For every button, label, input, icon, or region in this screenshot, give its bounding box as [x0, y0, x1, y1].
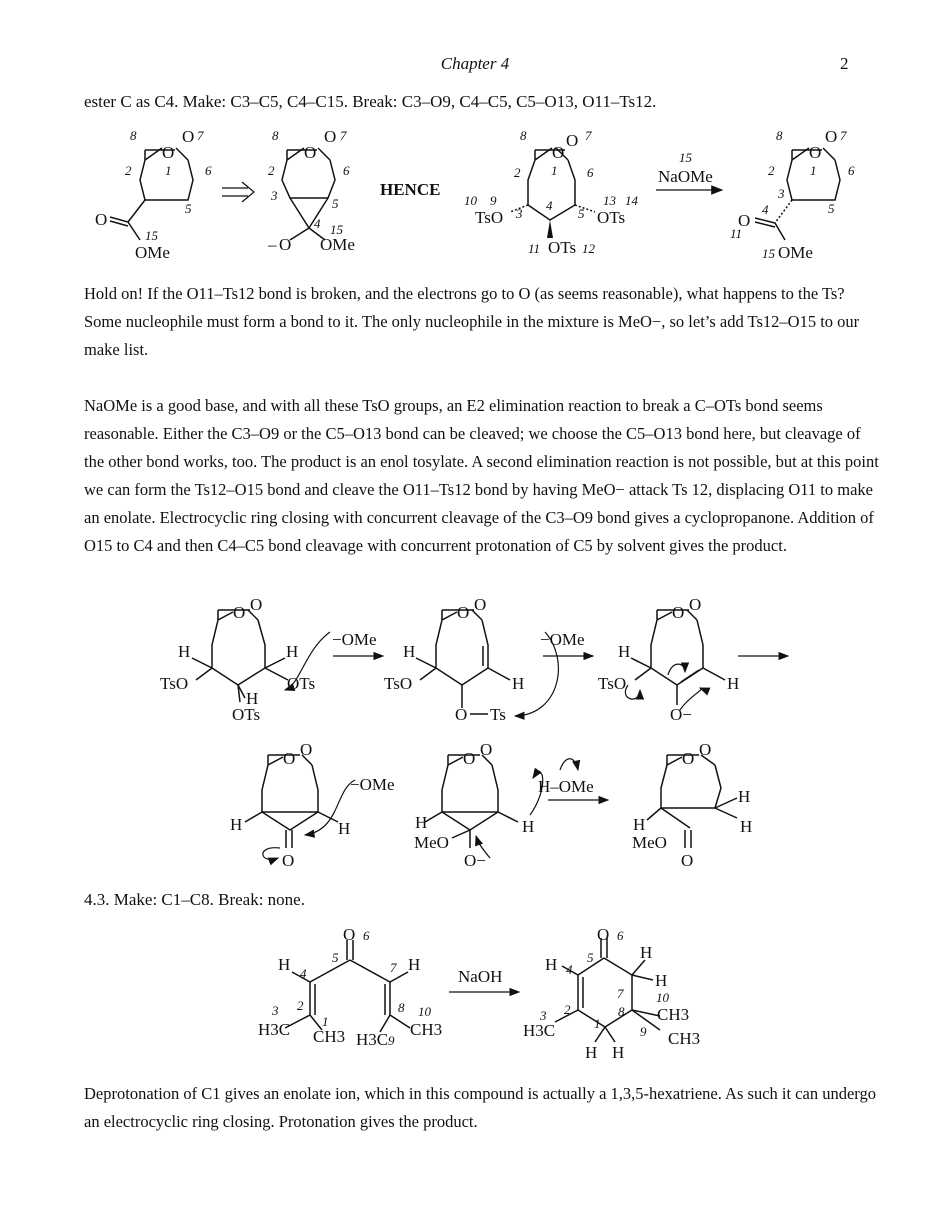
- svg-text:H: H: [230, 815, 243, 834]
- svg-text:Ts: Ts: [490, 705, 506, 724]
- o-bridge: O: [162, 143, 175, 162]
- ome-label: OMe: [135, 243, 170, 262]
- svg-text:O: O: [689, 595, 702, 614]
- svg-text:O: O: [343, 925, 356, 944]
- svg-text:O: O: [95, 210, 108, 229]
- svg-text:8: 8: [398, 1000, 405, 1015]
- svg-text:O: O: [566, 131, 579, 150]
- svg-text:5: 5: [578, 206, 585, 221]
- svg-text:8: 8: [618, 1004, 625, 1019]
- svg-text:7: 7: [840, 128, 847, 143]
- svg-text:O: O: [233, 603, 246, 622]
- svg-text:8: 8: [520, 128, 527, 143]
- svg-text:3: 3: [778, 186, 785, 201]
- svg-text:OTs: OTs: [232, 705, 261, 724]
- paragraph-deprotonation: Deprotonation of C1 gives an enolate ion, which in this compound is actually a 1,3,5-hexatriene. As such it can undergo an electrocyclic ring closing. Protonation gives the product.: [84, 1084, 876, 1131]
- o7-label: O: [182, 127, 195, 146]
- svg-text:6: 6: [205, 163, 212, 178]
- svg-text:5: 5: [828, 201, 835, 216]
- svg-text:H: H: [415, 813, 428, 832]
- svg-text:H: H: [178, 642, 191, 661]
- svg-text:13: 13: [603, 193, 616, 208]
- svg-text:2: 2: [768, 163, 775, 178]
- svg-text:H: H: [655, 971, 668, 990]
- svg-text:OTs: OTs: [597, 208, 626, 227]
- svg-text:5: 5: [332, 196, 339, 211]
- svg-text:10: 10: [656, 990, 669, 1005]
- svg-text:7: 7: [340, 128, 347, 143]
- svg-text:TsO: TsO: [160, 674, 189, 693]
- page-number: 2: [840, 54, 849, 73]
- hence-label: HENCE: [380, 180, 441, 199]
- svg-text:15: 15: [145, 228, 158, 243]
- svg-text:TsO: TsO: [475, 208, 504, 227]
- svg-text:11: 11: [528, 241, 541, 256]
- svg-text:O: O: [682, 749, 695, 768]
- svg-text:4: 4: [566, 962, 573, 977]
- svg-text:2: 2: [514, 165, 521, 180]
- svg-text:−OMe: −OMe: [540, 630, 585, 649]
- svg-text:OMe: OMe: [778, 243, 813, 262]
- svg-text:H: H: [278, 955, 291, 974]
- svg-text:7: 7: [585, 128, 592, 143]
- svg-text:4: 4: [546, 198, 553, 213]
- svg-text:1: 1: [551, 163, 558, 178]
- svg-text:4: 4: [314, 216, 321, 231]
- scheme-3: [0, 920, 950, 1060]
- svg-text:H: H: [522, 817, 535, 836]
- svg-text:11: 11: [730, 226, 743, 241]
- svg-text:H: H: [545, 955, 558, 974]
- mech-structure-f: [632, 740, 752, 870]
- svg-text:O: O: [455, 705, 468, 724]
- svg-text:3: 3: [272, 1003, 279, 1018]
- intro-line: ester C as C4. Make: C3–C5, C4–C15. Break: C3–O9, C4–C5, C5–O13, O11–Ts12.: [84, 92, 657, 111]
- structure-product: [730, 127, 855, 262]
- svg-text:1: 1: [322, 1014, 329, 1029]
- paragraph-mechanism: NaOMe is a good base, and with all these TsO groups, an E2 elimination reaction to break a C–OTs bond seems reasonable. Either the C3–O9 or the C5–O13 bond can be cleaved; we choose the C5–O13 bond here, but cleavage of the other bond works, too. The product is an enol tosylate. A second elimination reaction is not possible, but at this point we can form the Ts12–O15 bond and cleave the O11–Ts12 bond by having MeO− attack Ts 12, displacing O11 to make an enolate. Electrocyclic ring closing with concurrent cleavage of the C3–O9 bond gives a cyclopropanone. Addition of O15 to C4 and then C4–C5 bond cleavage with concurrent protonation of C5 by solvent gives the product.: [84, 396, 879, 555]
- svg-text:O: O: [304, 143, 317, 162]
- svg-text:14: 14: [625, 193, 638, 208]
- svg-text:6: 6: [848, 163, 855, 178]
- svg-text:8: 8: [776, 128, 783, 143]
- svg-text:H: H: [612, 1043, 625, 1062]
- svg-text:CH3: CH3: [410, 1020, 443, 1039]
- svg-text:2: 2: [564, 1002, 571, 1017]
- svg-text:5: 5: [587, 950, 594, 965]
- svg-text:O: O: [250, 595, 263, 614]
- svg-text:H: H: [740, 817, 753, 836]
- svg-text:6: 6: [587, 165, 594, 180]
- svg-text:15: 15: [679, 150, 692, 165]
- svg-text:O: O: [283, 749, 296, 768]
- svg-text:H: H: [246, 689, 259, 708]
- mech-structure-c: [598, 595, 739, 724]
- svg-text:H: H: [585, 1043, 598, 1062]
- svg-text:1: 1: [165, 163, 172, 178]
- svg-text:6: 6: [363, 928, 370, 943]
- svg-text:9: 9: [640, 1024, 647, 1039]
- svg-text:2: 2: [125, 163, 132, 178]
- scheme-1: [0, 120, 950, 280]
- svg-text:4: 4: [300, 966, 307, 981]
- svg-text:O: O: [300, 740, 313, 759]
- svg-text:3: 3: [516, 206, 523, 221]
- svg-text:MeO: MeO: [632, 833, 667, 852]
- svg-text:O: O: [681, 851, 694, 870]
- svg-text:3: 3: [540, 1008, 547, 1023]
- svg-text:H3C: H3C: [523, 1021, 556, 1040]
- svg-text:O: O: [672, 603, 685, 622]
- svg-text:O: O: [480, 740, 493, 759]
- svg-text:H: H: [286, 642, 299, 661]
- svg-text:5: 5: [185, 201, 192, 216]
- structure-starting-material: [464, 128, 639, 257]
- svg-text:H3C: H3C: [258, 1020, 291, 1039]
- svg-text:O: O: [738, 211, 751, 230]
- svg-text:6: 6: [617, 928, 624, 943]
- structure-dienone: [258, 925, 442, 1049]
- svg-text:10: 10: [418, 1004, 431, 1019]
- svg-text:O: O: [552, 143, 565, 162]
- svg-text:CH3: CH3: [668, 1029, 701, 1048]
- svg-text:O: O: [457, 603, 470, 622]
- svg-text:–: –: [268, 235, 277, 254]
- svg-text:O: O: [279, 235, 292, 254]
- svg-text:O: O: [597, 925, 610, 944]
- svg-text:10: 10: [464, 193, 477, 208]
- svg-text:O−: O−: [464, 851, 486, 870]
- svg-text:9: 9: [490, 193, 497, 208]
- mech-structure-e: [414, 740, 543, 870]
- svg-text:H3C: H3C: [356, 1030, 389, 1049]
- retro-arrow: [222, 182, 254, 202]
- svg-text:15: 15: [330, 222, 343, 237]
- svg-text:2: 2: [268, 163, 275, 178]
- svg-text:H: H: [512, 674, 525, 693]
- mech-structure-d: [230, 740, 395, 870]
- svg-text:O−: O−: [670, 705, 692, 724]
- svg-text:8: 8: [272, 128, 279, 143]
- svg-text:H: H: [640, 943, 653, 962]
- svg-text:OMe: OMe: [320, 235, 355, 254]
- svg-text:1: 1: [810, 163, 817, 178]
- mech-structure-a: [160, 595, 377, 724]
- svg-text:H: H: [408, 955, 421, 974]
- structure-target: [95, 127, 212, 262]
- svg-text:7: 7: [197, 128, 204, 143]
- reagent-naome: NaOMe: [658, 167, 713, 186]
- svg-text:15: 15: [762, 246, 775, 261]
- svg-text:O: O: [282, 851, 295, 870]
- structure-cyclopropane: [267, 127, 355, 254]
- h-ome-arrow: [538, 759, 608, 800]
- svg-text:O: O: [324, 127, 337, 146]
- svg-text:O: O: [809, 143, 822, 162]
- svg-text:H: H: [727, 674, 740, 693]
- mechanism-scheme: [0, 590, 950, 870]
- structure-cyclohexenone: [523, 925, 700, 1062]
- svg-text:4: 4: [762, 202, 769, 217]
- svg-text:H: H: [633, 815, 646, 834]
- svg-text:TsO: TsO: [384, 674, 413, 693]
- svg-text:CH3: CH3: [657, 1005, 690, 1024]
- svg-text:H: H: [403, 642, 416, 661]
- svg-text:9: 9: [388, 1033, 395, 1048]
- svg-text:O: O: [474, 595, 487, 614]
- svg-text:OTs: OTs: [287, 674, 316, 693]
- svg-text:7: 7: [390, 960, 397, 975]
- svg-text:8: 8: [130, 128, 137, 143]
- svg-text:12: 12: [582, 241, 595, 256]
- svg-text:7: 7: [617, 986, 624, 1001]
- svg-text:OTs: OTs: [548, 238, 577, 257]
- chapter-title: Chapter 4: [440, 54, 510, 73]
- problem-4-3: 4.3. Make: C1–C8. Break: none.: [84, 890, 305, 909]
- svg-text:6: 6: [343, 163, 350, 178]
- svg-text:1: 1: [594, 1016, 601, 1031]
- svg-text:CH3: CH3: [313, 1027, 346, 1046]
- svg-text:H: H: [618, 642, 631, 661]
- reaction-arrow-1: [656, 150, 722, 190]
- mech-structure-b: [384, 595, 585, 724]
- svg-text:H–OMe: H–OMe: [538, 777, 594, 796]
- svg-text:3: 3: [271, 188, 278, 203]
- svg-text:O: O: [463, 749, 476, 768]
- reagent-naoh: NaOH: [458, 967, 503, 986]
- svg-text:O: O: [699, 740, 712, 759]
- svg-text:5: 5: [332, 950, 339, 965]
- svg-text:H: H: [738, 787, 751, 806]
- reaction-arrow-naoh: [449, 967, 519, 992]
- svg-text:H: H: [338, 819, 351, 838]
- svg-text:−OMe: −OMe: [350, 775, 395, 794]
- svg-text:MeO: MeO: [414, 833, 449, 852]
- svg-text:O: O: [825, 127, 838, 146]
- svg-text:2: 2: [297, 998, 304, 1013]
- svg-text:−OMe: −OMe: [332, 630, 377, 649]
- paragraph-hold-on: Hold on! If the O11–Ts12 bond is broken, and the electrons go to O (as seems reasonable), what happens to the Ts? Some nucleophile must form a bond to it. The only nucleophile in the mixture is MeO−, so let’s add Ts12–O15 to our make list.: [84, 284, 860, 359]
- svg-text:TsO: TsO: [598, 674, 627, 693]
